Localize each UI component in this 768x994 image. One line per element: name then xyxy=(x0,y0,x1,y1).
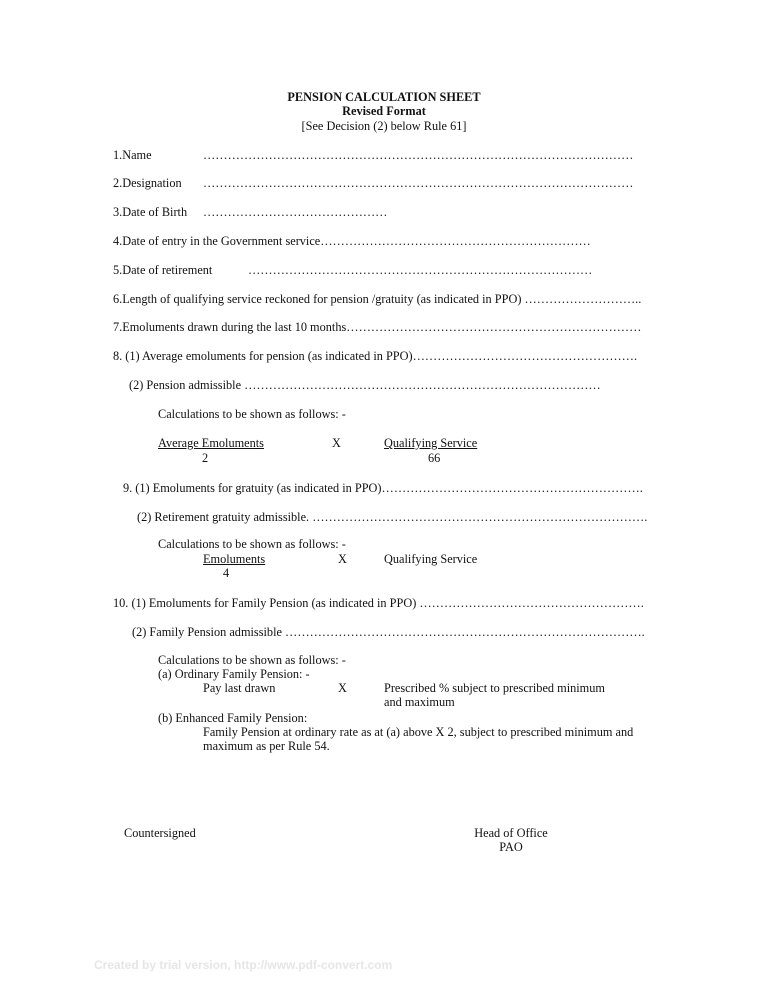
dob-field[interactable]: ……………………………………… xyxy=(203,205,388,219)
gratuity-calc-intro: Calculations to be shown as follows: - xyxy=(158,537,346,551)
dob-label: 3.Date of Birth xyxy=(113,205,188,219)
gratuity-factor: Qualifying Service xyxy=(384,552,478,566)
retirement-field[interactable]: ………………………………………………………………………… xyxy=(248,263,593,277)
gratuity-numerator: Emoluments xyxy=(203,552,266,566)
gratuity-admissible-field[interactable]: (2) Retirement gratuity admissible. ………………………………………………………………………. xyxy=(137,510,648,524)
emoluments-drawn-field[interactable]: 7.Emoluments drawn during the last 10 months……………………………………………………………… xyxy=(113,320,642,334)
gratuity-emoluments-field[interactable]: 9. (1) Emoluments for gratuity (as indicated in PPO)………………………………………………………. xyxy=(123,481,643,495)
name-field[interactable]: …………………………………………………………………………………………… xyxy=(203,148,634,162)
document-subtitle: Revised Format xyxy=(342,104,426,118)
family-times: X xyxy=(338,681,347,695)
pension-numerator: Average Emoluments xyxy=(158,436,264,450)
pay-last-drawn: Pay last drawn xyxy=(203,681,276,695)
rule-reference: [See Decision (2) below Rule 61] xyxy=(301,119,467,133)
gratuity-denominator: 4 xyxy=(223,566,230,580)
countersigned-label: Countersigned xyxy=(124,826,196,840)
name-label: 1.Name xyxy=(113,148,152,162)
enhanced-line-2: maximum as per Rule 54. xyxy=(203,739,330,753)
ordinary-family-pension-heading: (a) Ordinary Family Pension: - xyxy=(158,667,310,681)
prescribed-line-1: Prescribed % subject to prescribed minimum xyxy=(384,681,605,695)
pension-admissible-field[interactable]: (2) Pension admissible …………………………………………………………………………… xyxy=(129,378,601,392)
gratuity-times: X xyxy=(338,552,347,566)
retirement-label: 5.Date of retirement xyxy=(113,263,213,277)
pension-denominator-left: 2 xyxy=(202,451,209,465)
watermark: Created by trial version, http://www.pdf-convert.com xyxy=(94,958,393,972)
designation-label: 2.Designation xyxy=(113,176,182,190)
enhanced-family-pension-heading: (b) Enhanced Family Pension: xyxy=(158,711,308,725)
family-admissible-field[interactable]: (2) Family Pension admissible ……………………………………………………………………………. xyxy=(132,625,645,639)
avg-emoluments-field[interactable]: 8. (1) Average emoluments for pension (as indicated in PPO)………………………………………………. xyxy=(113,349,638,363)
entry-date-field[interactable]: 4.Date of entry in the Government service………………………………………………………… xyxy=(113,234,591,248)
designation-field[interactable]: …………………………………………………………………………………………… xyxy=(203,176,634,190)
pension-times: X xyxy=(332,436,341,450)
family-calc-intro: Calculations to be shown as follows: - xyxy=(158,653,346,667)
pao-label: PAO xyxy=(499,840,523,854)
prescribed-line-2: and maximum xyxy=(384,695,455,709)
document-title: PENSION CALCULATION SHEET xyxy=(287,90,481,104)
pension-denominator-right: 66 xyxy=(428,451,441,465)
qualifying-service-field[interactable]: 6.Length of qualifying service reckoned for pension /gratuity (as indicated in PPO) ……………………….. xyxy=(113,292,642,306)
head-of-office-label: Head of Office xyxy=(474,826,548,840)
family-emoluments-field[interactable]: 10. (1) Emoluments for Family Pension (as indicated in PPO) ………………………………………………. xyxy=(113,596,644,610)
enhanced-line-1: Family Pension at ordinary rate as at (a) above X 2, subject to prescribed minimum and xyxy=(203,725,634,739)
pension-calc-intro: Calculations to be shown as follows: - xyxy=(158,407,346,421)
pension-factor: Qualifying Service xyxy=(384,436,478,450)
